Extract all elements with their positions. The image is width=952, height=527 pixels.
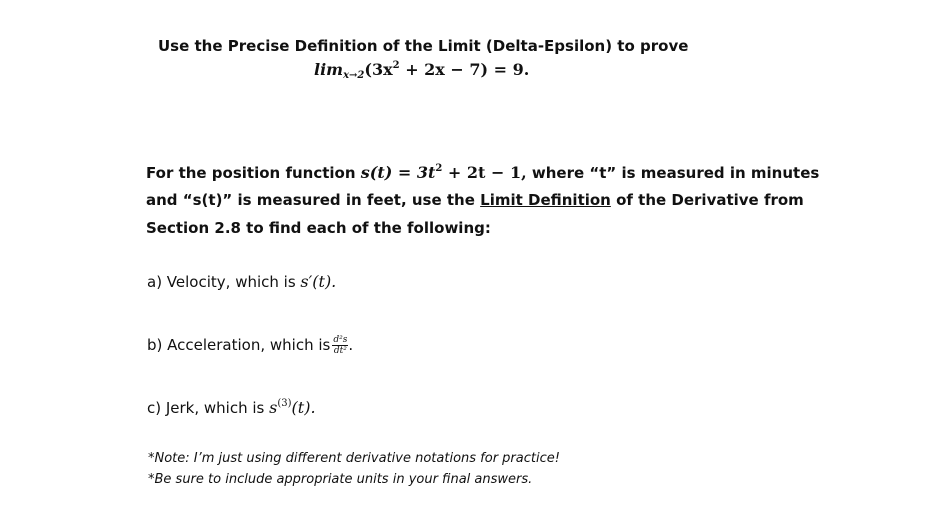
part-c-math: $s^{(3)}(t)$. [269,398,316,417]
fraction-denominator: dt² [333,345,347,356]
second-derivative-fraction [332,335,348,356]
lim-expr-b: + 2x − 7) = 9. [399,60,530,79]
part-a [147,272,336,291]
note-2: *Be sure to include appropriate units in your final answers. [148,472,533,487]
lim-label: lim [314,60,344,79]
lim-subscript: x→2 [343,70,365,81]
position-function: $s(t) = 3t^2 + 2t - 1$, [360,163,527,182]
problem2-line2 [146,191,804,209]
part-b [147,327,353,363]
note-1: *Note: I’m just using different derivative notations for practice! [148,451,560,466]
problem2-line3: Section 2.8 to find each of the following: [146,219,491,237]
problem2-line2-a: and “s(t)” is measured in feet, use the [146,191,475,209]
fraction-numerator: d²s [333,334,348,345]
part-c-text: c) Jerk, which is [147,399,265,417]
limit-definition-link: Limit Definition [480,191,611,209]
part-c [147,398,316,417]
part-a-text: a) Velocity, which is [147,273,296,291]
problem2-line1-a: For the position function [146,164,356,182]
problem2-line2-b: of the Derivative from [616,191,804,209]
problem2-line1-b: where “t” is measured in minutes [531,164,820,182]
limit-equation [314,60,529,79]
part-b-end: . [348,336,354,354]
problem2-line1 [146,163,819,182]
lim-exponent: 2 [392,60,400,71]
lim-expr-a: (3x [364,60,393,79]
part-a-math: s′(t). [300,272,337,291]
problem1-intro: Use the Precise Definition of the Limit (Delta-Epsilon) to prove [158,37,689,55]
part-b-text: b) Acceleration, which is [147,336,331,354]
